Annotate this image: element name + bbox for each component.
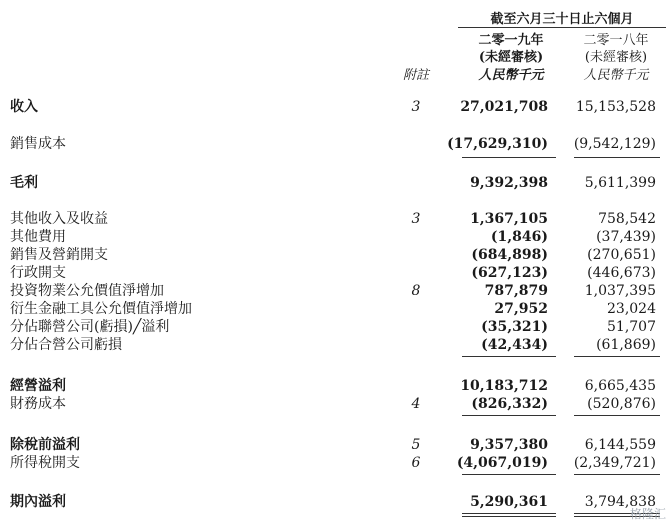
table-row <box>0 211 672 227</box>
row-label: 所得稅開支 <box>10 455 80 471</box>
row-value-2018: 3,794,838 <box>584 494 656 510</box>
row-value-2019: 9,357,380 <box>470 437 548 453</box>
row-label: 銷售及營銷開支 <box>10 247 108 263</box>
row-value-2019: (684,898) <box>471 247 548 263</box>
row-note: 3 <box>411 211 421 227</box>
row-label: 投資物業公允價值淨增加 <box>10 283 164 299</box>
row-label: 除稅前溢利 <box>10 437 80 453</box>
table-row <box>0 265 672 281</box>
row-value-2018: (9,542,129) <box>573 136 656 152</box>
table-row <box>0 319 672 335</box>
subtotal-rule-2018 <box>574 157 660 158</box>
row-note: 4 <box>411 396 421 412</box>
row-value-2019: (35,321) <box>481 319 548 335</box>
row-value-2019: 27,952 <box>494 301 548 317</box>
subtotal-rule-2019 <box>462 415 556 416</box>
row-label: 行政開支 <box>10 265 66 281</box>
row-value-2019: (627,123) <box>471 265 548 281</box>
row-value-2019: 1,367,105 <box>470 211 548 227</box>
row-value-2018: 5,611,399 <box>584 175 656 191</box>
table-row <box>0 283 672 299</box>
table-row <box>0 455 672 471</box>
row-label: 分佔聯營公司(虧損)╱溢利 <box>10 319 170 335</box>
row-label: 分佔合營公司虧損 <box>10 337 122 353</box>
subtotal-rule-2018 <box>574 474 660 475</box>
table-row <box>0 378 672 394</box>
row-label: 毛利 <box>10 175 38 191</box>
total-rule-2019-a <box>462 513 556 514</box>
row-label: 經營溢利 <box>10 378 66 394</box>
row-label: 銷售成本 <box>10 136 66 152</box>
period-underline <box>458 27 666 28</box>
row-label: 衍生金融工具公允價值淨增加 <box>10 301 192 317</box>
row-note: 6 <box>411 455 421 471</box>
row-label: 財務成本 <box>10 396 66 412</box>
row-value-2019: (42,434) <box>481 337 548 353</box>
table-row <box>0 437 672 453</box>
subtotal-rule-2019 <box>462 356 556 357</box>
subtotal-rule-2018 <box>574 415 660 416</box>
row-value-2019: 5,290,361 <box>470 494 548 510</box>
period-header: 截至六月三十日止六個月 <box>490 12 634 27</box>
watermark-logo: 格隆汇 <box>629 507 666 521</box>
row-label: 期內溢利 <box>10 494 66 510</box>
row-value-2018: 51,707 <box>607 319 656 335</box>
row-value-2018: (270,651) <box>587 247 656 263</box>
row-value-2018: (37,439) <box>596 229 656 245</box>
row-value-2018: 758,542 <box>598 211 656 227</box>
note-column-header: 附註 <box>402 68 429 83</box>
row-value-2018: 15,153,528 <box>575 99 656 115</box>
row-value-2019: 10,183,712 <box>460 378 548 394</box>
row-value-2018: 6,144,559 <box>584 437 656 453</box>
table-row <box>0 396 672 412</box>
row-value-2018: (61,869) <box>596 337 656 353</box>
row-value-2018: 1,037,395 <box>584 283 656 299</box>
table-row <box>0 175 672 191</box>
row-note: 5 <box>411 437 421 453</box>
row-value-2019: (4,067,019) <box>456 455 548 471</box>
row-value-2018: (2,349,721) <box>573 455 656 471</box>
table-row <box>0 99 672 115</box>
audit-2018-header: (未經審核) <box>584 50 648 65</box>
row-value-2019: (826,332) <box>471 396 548 412</box>
subtotal-rule-2019 <box>462 474 556 475</box>
year-2019-header: 二零一九年 <box>478 33 544 48</box>
subtotal-rule-2019 <box>462 157 556 158</box>
subtotal-rule-2018 <box>574 356 660 357</box>
table-row <box>0 229 672 245</box>
table-row <box>0 337 672 353</box>
year-2018-header: 二零一八年 <box>583 33 649 48</box>
row-value-2019: (17,629,310) <box>447 136 548 152</box>
row-value-2018: 23,024 <box>607 301 656 317</box>
row-value-2019: 27,021,708 <box>460 99 548 115</box>
row-value-2018: 6,665,435 <box>584 378 656 394</box>
currency-2019-header: 人民幣千元 <box>478 68 544 83</box>
currency-2018-header: 人民幣千元 <box>583 68 649 83</box>
row-label: 收入 <box>10 99 38 115</box>
table-row <box>0 494 672 510</box>
table-row <box>0 247 672 263</box>
row-value-2018: (520,876) <box>587 396 656 412</box>
row-label: 其他費用 <box>10 229 66 245</box>
row-label: 其他收入及收益 <box>10 211 108 227</box>
total-rule-2019-b <box>462 516 556 517</box>
row-value-2019: 9,392,398 <box>470 175 548 191</box>
table-row <box>0 136 672 152</box>
row-note: 3 <box>411 99 421 115</box>
table-row <box>0 301 672 317</box>
row-value-2018: (446,673) <box>587 265 656 281</box>
row-value-2019: 787,879 <box>484 283 548 299</box>
audit-2019-header: (未經審核) <box>478 50 544 65</box>
row-note: 8 <box>411 283 421 299</box>
row-value-2019: (1,846) <box>490 229 548 245</box>
